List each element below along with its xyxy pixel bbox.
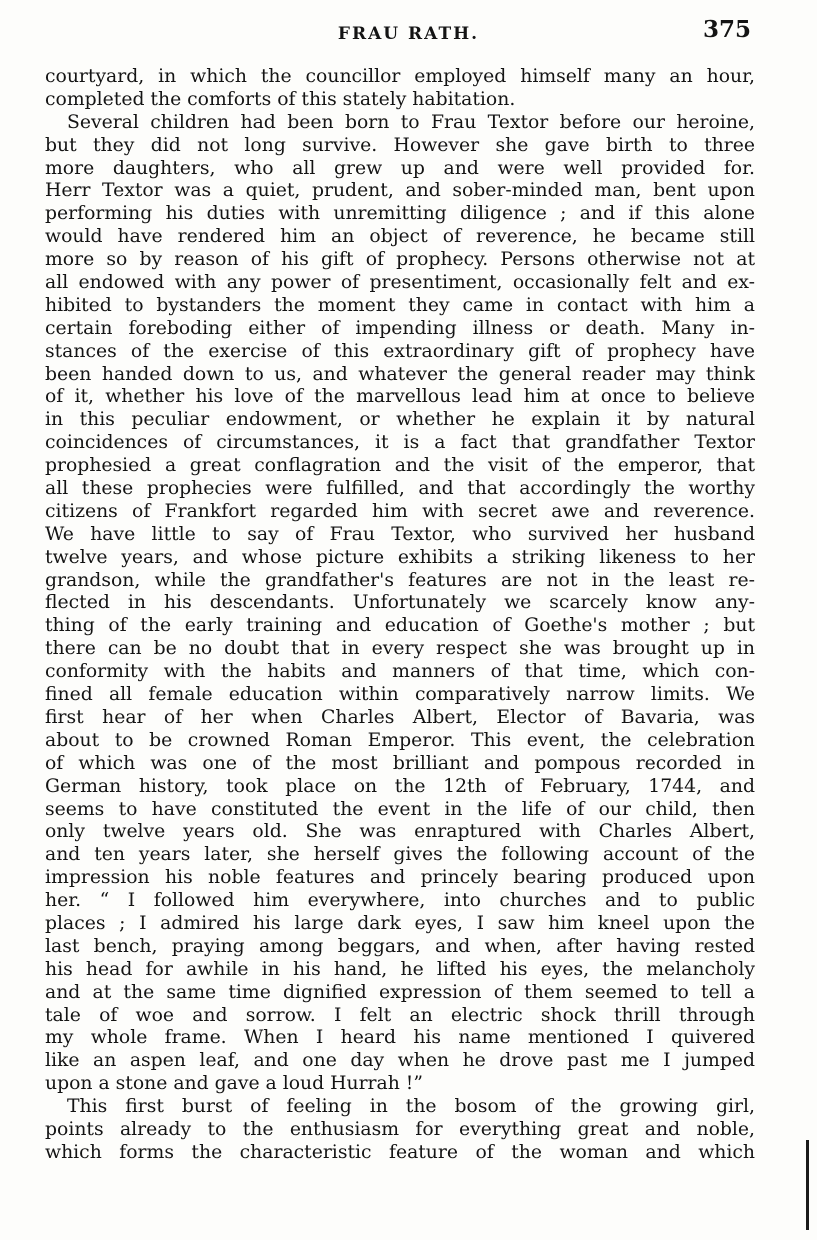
running-title: FRAU RATH. [337, 24, 480, 44]
text-line: performing his duties with unremitting diligence ; and if this alone [45, 203, 755, 225]
text-line: fined all female education within comparatively narrow limits. We [45, 684, 755, 706]
text-line: courtyard, in which the councillor employed himself many an hour, [45, 66, 755, 87]
text-line: hibited to bystanders the moment they came in contact with him a [45, 294, 755, 316]
text-line: and ten years later, she herself gives the following account of the [45, 844, 755, 866]
text-line: thing of the early training and education of Goethe's mother ; but [45, 615, 755, 637]
page-edge-rule [806, 1140, 809, 1230]
text-line: coincidences of circumstances, it is a fact that grandfather Textor [45, 432, 755, 454]
text-line: more daughters, who all grew up and were well provided for. [45, 157, 755, 179]
text-line: This first burst of feeling in the bosom of the growing girl, [67, 1096, 755, 1118]
text-line: in this peculiar endowment, or whether he explain it by natural [45, 409, 755, 431]
text-line: all these prophecies were fulfilled, and that accordingly the worthy [45, 478, 755, 500]
text-line: points already to the enthusiasm for everything great and noble, [45, 1118, 755, 1140]
text-line: my whole frame. When I heard his name mentioned I quivered [45, 1027, 755, 1049]
text-line: We have little to say of Frau Textor, who survived her husband [45, 523, 755, 545]
text-line: prophesied a great conflagration and the visit of the emperor, that [45, 455, 755, 477]
text-line: there can be no doubt that in every respect she was brought up in [45, 638, 755, 660]
text-line: all endowed with any power of presentiment, occasionally felt and ex- [45, 272, 755, 294]
text-line: flected in his descendants. Unfortunately we scarcely know any- [45, 592, 755, 614]
text-line: certain foreboding either of impending illness or death. Many in- [45, 317, 755, 339]
text-line: first hear of her when Charles Albert, Elector of Bavaria, was [45, 706, 755, 728]
text-line: tale of woe and sorrow. I felt an electric shock thrill through [45, 1004, 755, 1026]
body-text [45, 66, 755, 1165]
text-line: impression his noble features and princely bearing produced upon [45, 867, 755, 889]
text-line: like an aspen leaf, and one day when he drove past me I jumped [45, 1050, 755, 1072]
text-line: her. “ I followed him everywhere, into churches and to public [45, 890, 755, 912]
text-line: which forms the characteristic feature of the woman and which [45, 1141, 755, 1163]
text-line: his head for awhile in his hand, he lifted his eyes, the melancholy [45, 958, 755, 980]
text-line: Several children had been born to Frau Textor before our heroine, [67, 111, 755, 133]
text-line: citizens of Frankfort regarded him with secret awe and reverence. [45, 500, 755, 522]
text-line: Herr Textor was a quiet, prudent, and sober-minded man, bent upon [45, 180, 755, 202]
text-line: German history, took place on the 12th of February, 1744, and [45, 775, 755, 797]
text-line: last bench, praying among beggars, and when, after having rested [45, 935, 755, 957]
text-line: and at the same time dignified expression of them seemed to tell a [45, 981, 755, 1003]
text-line: places ; I admired his large dark eyes, I saw him kneel upon the [45, 912, 755, 934]
text-line: but they did not long survive. However she gave birth to three [45, 134, 755, 156]
text-line: of which was one of the most brilliant and pompous recorded in [45, 752, 755, 774]
text-line: upon a stone and gave a loud Hurrah !” [45, 1073, 423, 1095]
text-line: been handed down to us, and whatever the general reader may think [45, 363, 755, 385]
text-line: seems to have constituted the event in the life of our child, then [45, 798, 755, 820]
text-line: twelve years, and whose picture exhibits a striking likeness to her [45, 546, 755, 568]
text-line: would have rendered him an object of reverence, he became still [45, 226, 755, 248]
text-line: only twelve years old. She was enraptured with Charles Albert, [45, 821, 755, 843]
text-line: conformity with the habits and manners of that time, which con- [45, 661, 755, 683]
text-line: of it, whether his love of the marvellous lead him at once to believe [45, 386, 755, 408]
page-number: 375 [702, 16, 751, 43]
text-line: about to be crowned Roman Emperor. This event, the celebration [45, 729, 755, 751]
text-line: stances of the exercise of this extraordinary gift of prophecy have [45, 340, 755, 362]
text-line: completed the comforts of this stately habitation. [45, 88, 516, 110]
text-line: grandson, while the grandfather's features are not in the least re- [45, 569, 755, 591]
text-line: more so by reason of his gift of prophecy. Persons otherwise not at [45, 249, 755, 271]
